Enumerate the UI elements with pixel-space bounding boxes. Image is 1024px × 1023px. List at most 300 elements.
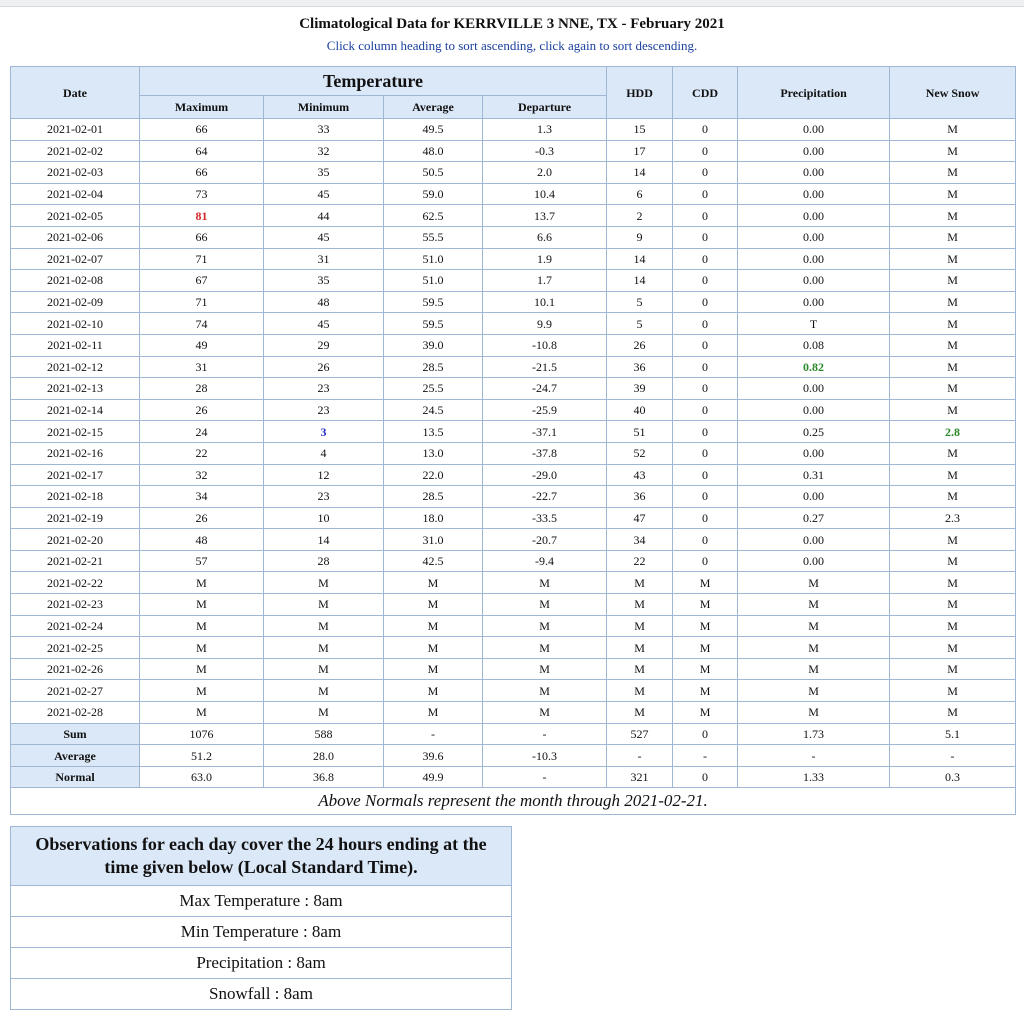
- table-row: [11, 680, 1016, 702]
- cell-maximum: 32: [140, 464, 264, 486]
- obs-min-temperature: Min Temperature : 8am: [11, 917, 512, 948]
- table-row: [11, 248, 1016, 270]
- cell-departure: 10.4: [483, 183, 607, 205]
- cell-minimum: 35: [264, 270, 384, 292]
- summary-rows: [11, 723, 1016, 788]
- cell-cdd: 0: [673, 334, 738, 356]
- cell-minimum: 23: [264, 378, 384, 400]
- column-header-precipitation[interactable]: Precipitation: [738, 67, 890, 119]
- column-header-maximum[interactable]: Maximum: [140, 96, 264, 119]
- summary-cell-departure: -10.3: [483, 745, 607, 767]
- obs-precipitation: Precipitation : 8am: [11, 948, 512, 979]
- cell-maximum: M: [140, 572, 264, 594]
- cell-date: 2021-02-09: [11, 291, 140, 313]
- cell-average: 49.5: [384, 119, 483, 141]
- cell-minimum: M: [264, 637, 384, 659]
- cell-date: 2021-02-23: [11, 594, 140, 616]
- cell-departure: -20.7: [483, 529, 607, 551]
- cell-departure: 2.0: [483, 162, 607, 184]
- cell-minimum: M: [264, 594, 384, 616]
- cell-maximum: M: [140, 702, 264, 724]
- summary-cell-departure: -: [483, 723, 607, 745]
- table-row: [11, 378, 1016, 400]
- cell-maximum: 67: [140, 270, 264, 292]
- cell-date: 2021-02-01: [11, 119, 140, 141]
- table-row: [11, 270, 1016, 292]
- cell-cdd: 0: [673, 550, 738, 572]
- cell-hdd: 6: [607, 183, 673, 205]
- table-row: [11, 140, 1016, 162]
- cell-minimum: 23: [264, 399, 384, 421]
- cell-date: 2021-02-22: [11, 572, 140, 594]
- cell-precipitation: 0.82: [738, 356, 890, 378]
- cell-precipitation: 0.00: [738, 399, 890, 421]
- cell-minimum: M: [264, 680, 384, 702]
- cell-hdd: 51: [607, 421, 673, 443]
- cell-departure: 1.9: [483, 248, 607, 270]
- summary-cell-precipitation: -: [738, 745, 890, 767]
- cell-hdd: 14: [607, 270, 673, 292]
- cell-maximum: M: [140, 615, 264, 637]
- cell-cdd: 0: [673, 464, 738, 486]
- cell-departure: -24.7: [483, 378, 607, 400]
- cell-departure: -37.1: [483, 421, 607, 443]
- table-row: [11, 594, 1016, 616]
- cell-minimum: 33: [264, 119, 384, 141]
- cell-minimum: 45: [264, 183, 384, 205]
- table-row: [11, 183, 1016, 205]
- cell-maximum: M: [140, 594, 264, 616]
- cell-departure: -33.5: [483, 507, 607, 529]
- column-group-temperature: Temperature: [140, 67, 607, 96]
- cell-date: 2021-02-14: [11, 399, 140, 421]
- table-row: [11, 615, 1016, 637]
- cell-hdd: 36: [607, 356, 673, 378]
- cell-hdd: M: [607, 615, 673, 637]
- summary-cell-minimum: 36.8: [264, 766, 384, 788]
- summary-row: [11, 723, 1016, 745]
- cell-average: 28.5: [384, 486, 483, 508]
- cell-maximum: 64: [140, 140, 264, 162]
- table-row: [11, 291, 1016, 313]
- cell-date: 2021-02-05: [11, 205, 140, 227]
- table-row: [11, 356, 1016, 378]
- cell-departure: -9.4: [483, 550, 607, 572]
- cell-date: 2021-02-03: [11, 162, 140, 184]
- cell-departure: 10.1: [483, 291, 607, 313]
- observation-times-table: [10, 826, 512, 1010]
- cell-minimum: 48: [264, 291, 384, 313]
- table-row: [11, 399, 1016, 421]
- summary-cell-new-snow: 0.3: [890, 766, 1016, 788]
- column-header-date[interactable]: Date: [11, 67, 140, 119]
- cell-average: 18.0: [384, 507, 483, 529]
- cell-maximum: 66: [140, 226, 264, 248]
- cell-precipitation: M: [738, 572, 890, 594]
- cell-average: 59.0: [384, 183, 483, 205]
- cell-departure: -21.5: [483, 356, 607, 378]
- cell-maximum: 71: [140, 291, 264, 313]
- column-header-new-snow[interactable]: New Snow: [890, 67, 1016, 119]
- cell-new-snow: M: [890, 702, 1016, 724]
- table-row: [11, 550, 1016, 572]
- cell-date: 2021-02-17: [11, 464, 140, 486]
- cell-precipitation: 0.00: [738, 486, 890, 508]
- cell-cdd: M: [673, 680, 738, 702]
- cell-precipitation: 0.00: [738, 442, 890, 464]
- cell-new-snow: M: [890, 140, 1016, 162]
- observation-times-heading: Observations for each day cover the 24 hours ending at the time given below (Local Standard Time).: [11, 827, 512, 886]
- cell-precipitation: 0.25: [738, 421, 890, 443]
- cell-average: M: [384, 658, 483, 680]
- cell-new-snow: M: [890, 378, 1016, 400]
- cell-new-snow: M: [890, 529, 1016, 551]
- cell-maximum: M: [140, 658, 264, 680]
- cell-departure: -22.7: [483, 486, 607, 508]
- summary-cell-precipitation: 1.33: [738, 766, 890, 788]
- cell-cdd: M: [673, 637, 738, 659]
- cell-cdd: 0: [673, 162, 738, 184]
- table-row: [11, 637, 1016, 659]
- cell-minimum: 45: [264, 313, 384, 335]
- cell-hdd: 40: [607, 399, 673, 421]
- cell-average: 62.5: [384, 205, 483, 227]
- cell-cdd: 0: [673, 205, 738, 227]
- table-row: [11, 464, 1016, 486]
- cell-date: 2021-02-12: [11, 356, 140, 378]
- table-row: [11, 572, 1016, 594]
- cell-average: 51.0: [384, 270, 483, 292]
- cell-new-snow: M: [890, 486, 1016, 508]
- cell-departure: M: [483, 572, 607, 594]
- cell-hdd: M: [607, 572, 673, 594]
- cell-precipitation: M: [738, 637, 890, 659]
- summary-row: [11, 766, 1016, 788]
- cell-date: 2021-02-13: [11, 378, 140, 400]
- cell-minimum: 44: [264, 205, 384, 227]
- cell-precipitation: M: [738, 658, 890, 680]
- cell-maximum: 26: [140, 507, 264, 529]
- cell-new-snow: M: [890, 334, 1016, 356]
- cell-average: 50.5: [384, 162, 483, 184]
- cell-maximum: 81: [140, 205, 264, 227]
- summary-cell-hdd: 321: [607, 766, 673, 788]
- cell-cdd: 0: [673, 399, 738, 421]
- cell-new-snow: M: [890, 550, 1016, 572]
- table-row: [11, 421, 1016, 443]
- cell-new-snow: M: [890, 637, 1016, 659]
- cell-minimum: 3: [264, 421, 384, 443]
- cell-cdd: 0: [673, 248, 738, 270]
- summary-cell-average: 39.6: [384, 745, 483, 767]
- cell-cdd: 0: [673, 119, 738, 141]
- summary-cell-maximum: 63.0: [140, 766, 264, 788]
- cell-minimum: 45: [264, 226, 384, 248]
- summary-cell-cdd: -: [673, 745, 738, 767]
- table-row: [11, 702, 1016, 724]
- cell-average: 22.0: [384, 464, 483, 486]
- cell-hdd: 43: [607, 464, 673, 486]
- cell-departure: -25.9: [483, 399, 607, 421]
- cell-cdd: 0: [673, 421, 738, 443]
- cell-new-snow: M: [890, 658, 1016, 680]
- cell-average: 25.5: [384, 378, 483, 400]
- cell-average: 13.5: [384, 421, 483, 443]
- cell-date: 2021-02-15: [11, 421, 140, 443]
- cell-precipitation: T: [738, 313, 890, 335]
- cell-precipitation: 0.00: [738, 550, 890, 572]
- obs-snowfall: Snowfall : 8am: [11, 979, 512, 1010]
- cell-cdd: M: [673, 594, 738, 616]
- cell-average: 39.0: [384, 334, 483, 356]
- page-title: Climatological Data for KERRVILLE 3 NNE, TX - February 2021: [299, 16, 725, 32]
- column-header-departure[interactable]: Departure: [483, 96, 607, 119]
- summary-row: [11, 745, 1016, 767]
- cell-date: 2021-02-06: [11, 226, 140, 248]
- cell-average: 48.0: [384, 140, 483, 162]
- cell-hdd: 39: [607, 378, 673, 400]
- table-row: [11, 226, 1016, 248]
- cell-new-snow: 2.8: [890, 421, 1016, 443]
- cell-minimum: M: [264, 702, 384, 724]
- cell-new-snow: M: [890, 183, 1016, 205]
- cell-hdd: 14: [607, 162, 673, 184]
- cell-hdd: 17: [607, 140, 673, 162]
- summary-cell-departure: -: [483, 766, 607, 788]
- cell-average: 42.5: [384, 550, 483, 572]
- cell-date: 2021-02-25: [11, 637, 140, 659]
- cell-new-snow: M: [890, 226, 1016, 248]
- cell-precipitation: 0.00: [738, 270, 890, 292]
- cell-cdd: 0: [673, 313, 738, 335]
- cell-date: 2021-02-21: [11, 550, 140, 572]
- cell-departure: -0.3: [483, 140, 607, 162]
- cell-hdd: 36: [607, 486, 673, 508]
- cell-date: 2021-02-08: [11, 270, 140, 292]
- cell-hdd: M: [607, 658, 673, 680]
- summary-label: Average: [11, 745, 140, 767]
- cell-new-snow: M: [890, 205, 1016, 227]
- summary-cell-maximum: 51.2: [140, 745, 264, 767]
- cell-date: 2021-02-19: [11, 507, 140, 529]
- cell-new-snow: 2.3: [890, 507, 1016, 529]
- summary-cell-average: -: [384, 723, 483, 745]
- cell-maximum: 74: [140, 313, 264, 335]
- cell-precipitation: 0.27: [738, 507, 890, 529]
- cell-precipitation: 0.00: [738, 248, 890, 270]
- cell-maximum: 34: [140, 486, 264, 508]
- cell-date: 2021-02-07: [11, 248, 140, 270]
- cell-cdd: 0: [673, 270, 738, 292]
- table-row: [11, 162, 1016, 184]
- table-row: [11, 486, 1016, 508]
- cell-precipitation: 0.00: [738, 291, 890, 313]
- cell-maximum: 57: [140, 550, 264, 572]
- cell-new-snow: M: [890, 572, 1016, 594]
- cell-precipitation: M: [738, 594, 890, 616]
- cell-cdd: M: [673, 702, 738, 724]
- cell-average: M: [384, 615, 483, 637]
- cell-date: 2021-02-10: [11, 313, 140, 335]
- cell-precipitation: 0.00: [738, 183, 890, 205]
- table-row: [11, 658, 1016, 680]
- cell-new-snow: M: [890, 442, 1016, 464]
- cell-date: 2021-02-18: [11, 486, 140, 508]
- cell-cdd: 0: [673, 486, 738, 508]
- cell-minimum: M: [264, 658, 384, 680]
- cell-precipitation: 0.00: [738, 140, 890, 162]
- cell-average: M: [384, 637, 483, 659]
- summary-label: Normal: [11, 766, 140, 788]
- cell-departure: 6.6: [483, 226, 607, 248]
- cell-new-snow: M: [890, 464, 1016, 486]
- cell-minimum: M: [264, 615, 384, 637]
- cell-cdd: 0: [673, 183, 738, 205]
- cell-hdd: 34: [607, 529, 673, 551]
- cell-date: 2021-02-26: [11, 658, 140, 680]
- cell-departure: M: [483, 702, 607, 724]
- cell-departure: 1.3: [483, 119, 607, 141]
- cell-hdd: 52: [607, 442, 673, 464]
- browser-top-edge: [0, 0, 1024, 7]
- cell-maximum: 26: [140, 399, 264, 421]
- cell-average: 13.0: [384, 442, 483, 464]
- summary-cell-minimum: 588: [264, 723, 384, 745]
- table-row: [11, 442, 1016, 464]
- cell-precipitation: M: [738, 680, 890, 702]
- cell-hdd: 26: [607, 334, 673, 356]
- table-row: [11, 313, 1016, 335]
- cell-new-snow: M: [890, 313, 1016, 335]
- summary-label: Sum: [11, 723, 140, 745]
- column-header-cdd[interactable]: CDD: [673, 67, 738, 119]
- table-row: [11, 119, 1016, 141]
- summary-cell-cdd: 0: [673, 766, 738, 788]
- cell-average: 59.5: [384, 313, 483, 335]
- cell-hdd: 47: [607, 507, 673, 529]
- table-row: [11, 205, 1016, 227]
- cell-average: M: [384, 680, 483, 702]
- table-row: [11, 507, 1016, 529]
- cell-average: 51.0: [384, 248, 483, 270]
- cell-precipitation: 0.00: [738, 529, 890, 551]
- column-header-hdd[interactable]: HDD: [607, 67, 673, 119]
- cell-departure: M: [483, 594, 607, 616]
- cell-hdd: M: [607, 702, 673, 724]
- cell-cdd: 0: [673, 291, 738, 313]
- summary-cell-new-snow: 5.1: [890, 723, 1016, 745]
- summary-cell-hdd: 527: [607, 723, 673, 745]
- table-row: [11, 334, 1016, 356]
- summary-cell-hdd: -: [607, 745, 673, 767]
- cell-maximum: 48: [140, 529, 264, 551]
- cell-new-snow: M: [890, 270, 1016, 292]
- cell-cdd: 0: [673, 140, 738, 162]
- cell-hdd: 14: [607, 248, 673, 270]
- cell-average: M: [384, 572, 483, 594]
- cell-cdd: M: [673, 615, 738, 637]
- cell-cdd: M: [673, 572, 738, 594]
- cell-precipitation: 0.08: [738, 334, 890, 356]
- obs-max-temperature: Max Temperature : 8am: [11, 886, 512, 917]
- table-row: [11, 529, 1016, 551]
- cell-precipitation: 0.00: [738, 205, 890, 227]
- cell-average: 31.0: [384, 529, 483, 551]
- cell-precipitation: 0.00: [738, 378, 890, 400]
- cell-minimum: M: [264, 572, 384, 594]
- cell-departure: M: [483, 615, 607, 637]
- cell-new-snow: M: [890, 119, 1016, 141]
- cell-date: 2021-02-11: [11, 334, 140, 356]
- cell-departure: -10.8: [483, 334, 607, 356]
- cell-minimum: 29: [264, 334, 384, 356]
- cell-new-snow: M: [890, 615, 1016, 637]
- cell-hdd: M: [607, 680, 673, 702]
- column-header-minimum[interactable]: Minimum: [264, 96, 384, 119]
- data-rows: [11, 119, 1016, 724]
- cell-date: 2021-02-27: [11, 680, 140, 702]
- cell-date: 2021-02-24: [11, 615, 140, 637]
- cell-new-snow: M: [890, 399, 1016, 421]
- cell-hdd: 5: [607, 313, 673, 335]
- cell-maximum: 66: [140, 119, 264, 141]
- cell-date: 2021-02-20: [11, 529, 140, 551]
- cell-minimum: 32: [264, 140, 384, 162]
- cell-precipitation: 0.00: [738, 226, 890, 248]
- cell-date: 2021-02-16: [11, 442, 140, 464]
- cell-maximum: 31: [140, 356, 264, 378]
- cell-minimum: 10: [264, 507, 384, 529]
- cell-hdd: M: [607, 594, 673, 616]
- cell-departure: M: [483, 680, 607, 702]
- normals-note: Above Normals represent the month through 2021-02-21.: [11, 788, 1016, 815]
- cell-date: 2021-02-28: [11, 702, 140, 724]
- cell-cdd: 0: [673, 529, 738, 551]
- cell-maximum: 22: [140, 442, 264, 464]
- cell-average: M: [384, 702, 483, 724]
- cell-departure: M: [483, 637, 607, 659]
- cell-maximum: M: [140, 680, 264, 702]
- sort-instructions: Click column heading to sort ascending, click again to sort descending.: [326, 38, 698, 53]
- cell-new-snow: M: [890, 291, 1016, 313]
- cell-minimum: 23: [264, 486, 384, 508]
- cell-hdd: 15: [607, 119, 673, 141]
- cell-average: M: [384, 594, 483, 616]
- cell-minimum: 14: [264, 529, 384, 551]
- cell-average: 59.5: [384, 291, 483, 313]
- cell-cdd: 0: [673, 507, 738, 529]
- cell-departure: -37.8: [483, 442, 607, 464]
- cell-departure: 13.7: [483, 205, 607, 227]
- cell-hdd: M: [607, 637, 673, 659]
- cell-minimum: 31: [264, 248, 384, 270]
- summary-cell-maximum: 1076: [140, 723, 264, 745]
- cell-precipitation: 0.00: [738, 119, 890, 141]
- summary-cell-precipitation: 1.73: [738, 723, 890, 745]
- column-header-average[interactable]: Average: [384, 96, 483, 119]
- cell-minimum: 4: [264, 442, 384, 464]
- cell-average: 24.5: [384, 399, 483, 421]
- cell-hdd: 5: [607, 291, 673, 313]
- cell-maximum: 73: [140, 183, 264, 205]
- cell-cdd: 0: [673, 442, 738, 464]
- cell-maximum: 71: [140, 248, 264, 270]
- cell-cdd: 0: [673, 226, 738, 248]
- cell-hdd: 2: [607, 205, 673, 227]
- cell-departure: 9.9: [483, 313, 607, 335]
- cell-cdd: 0: [673, 378, 738, 400]
- cell-maximum: 66: [140, 162, 264, 184]
